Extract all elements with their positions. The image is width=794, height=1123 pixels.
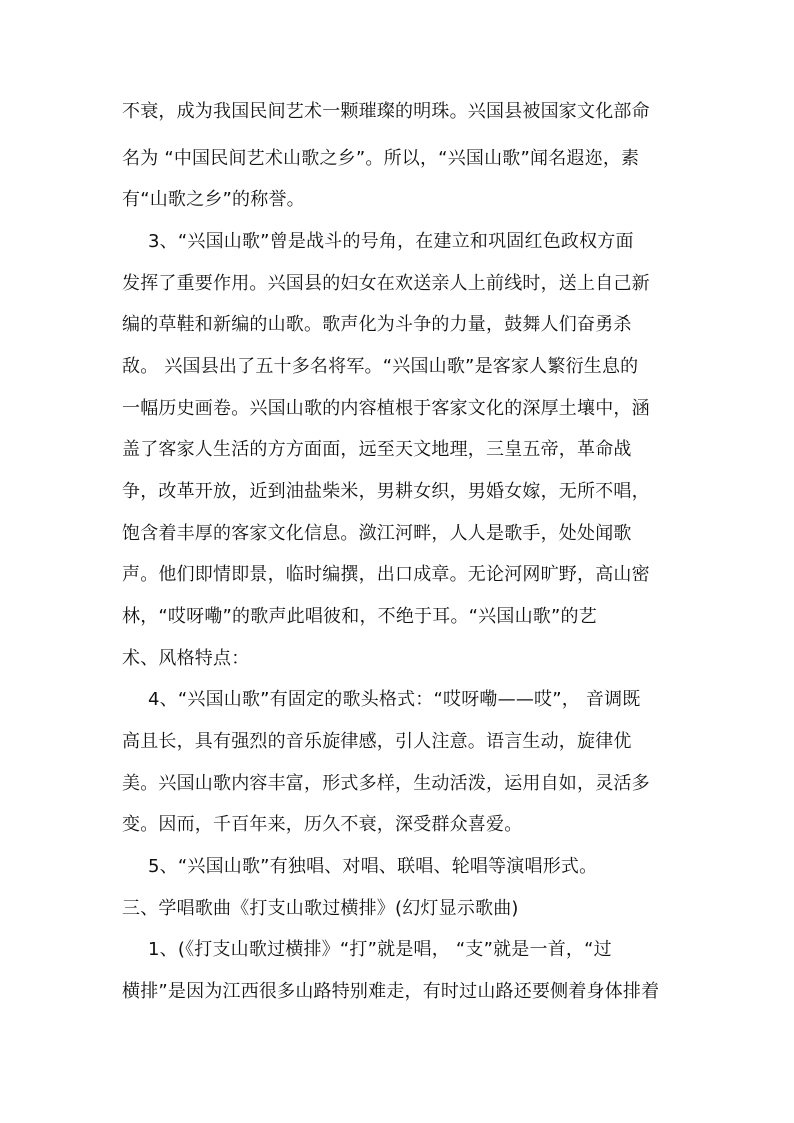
text-line: 高且长，具有强烈的音乐旋律感，引人注意。语言生动，旋律优 [122, 731, 632, 752]
text-line: 不衰，成为我国民间艺术一颗璀璨的明珠。兴国县被国家文化部命 [122, 101, 650, 122]
text-line: 3、“兴国山歌”曾是战斗的号角，在建立和巩固红色政权方面 [148, 231, 634, 252]
text-line: 变。因而，千百年来，历久不衰，深受群众喜爱。 [122, 814, 523, 835]
text-line: 名为 “中国民间艺术山歌之乡”。所以，“兴国山歌”闻名遐迩，素 [122, 148, 640, 169]
text-line: 盖了客家人生活的方方面面，远至天文地理，三皇五帝，革命战 [122, 439, 632, 460]
text-line: 敌。 兴国县出了五十多名将军。“兴国山歌”是客家人繁衍生息的 [122, 356, 639, 377]
text-line: 一幅历史画卷。兴国山歌的内容植根于客家文化的深厚土壤中，涵 [122, 398, 650, 419]
text-line: 5、“兴国山歌”有独唱、对唱、联唱、轮唱等演唱形式。 [148, 856, 598, 877]
text-line: 美。兴国山歌内容丰富，形式多样，生动活泼，运用自如，灵活多 [122, 773, 650, 794]
text-line: 编的草鞋和新编的山歌。歌声化为斗争的力量，鼓舞人们奋勇杀 [122, 314, 632, 335]
text-line: 林，“哎呀嘞”的歌声此唱彼和，不绝于耳。“兴国山歌”的艺 [122, 606, 597, 627]
text-line: 1、(《打支山歌过横排》“打”就是唱， “支”就是一首，“过 [148, 939, 612, 960]
text-line: 饱含着丰厚的客家文化信息。潋江河畔，人人是歌手，处处闻歌 [122, 523, 632, 544]
text-line: 发挥了重要作用。兴国县的妇女在欢送亲人上前线时，送上自己新 [122, 273, 650, 294]
text-line: 声。他们即情即景，临时编撰，出口成章。无论河网旷野，高山密 [122, 564, 650, 585]
text-line: 4、“兴国山歌”有固定的歌头格式：“哎呀嘞——哎”， 音调既 [148, 689, 641, 710]
text-line: 横排”是因为江西很多山路特别难走，有时过山路还要侧着身体排着 [122, 981, 660, 1002]
text-line: 有“山歌之乡”的称誉。 [122, 189, 305, 210]
text-line: 争，改革开放，近到油盐柴米，男耕女织，男婚女嫁，无所不唱， [122, 481, 650, 502]
text-line: 三、学唱歌曲《打支山歌过横排》(幻灯显示歌曲) [122, 898, 519, 919]
text-line: 术、风格特点： [122, 648, 250, 669]
